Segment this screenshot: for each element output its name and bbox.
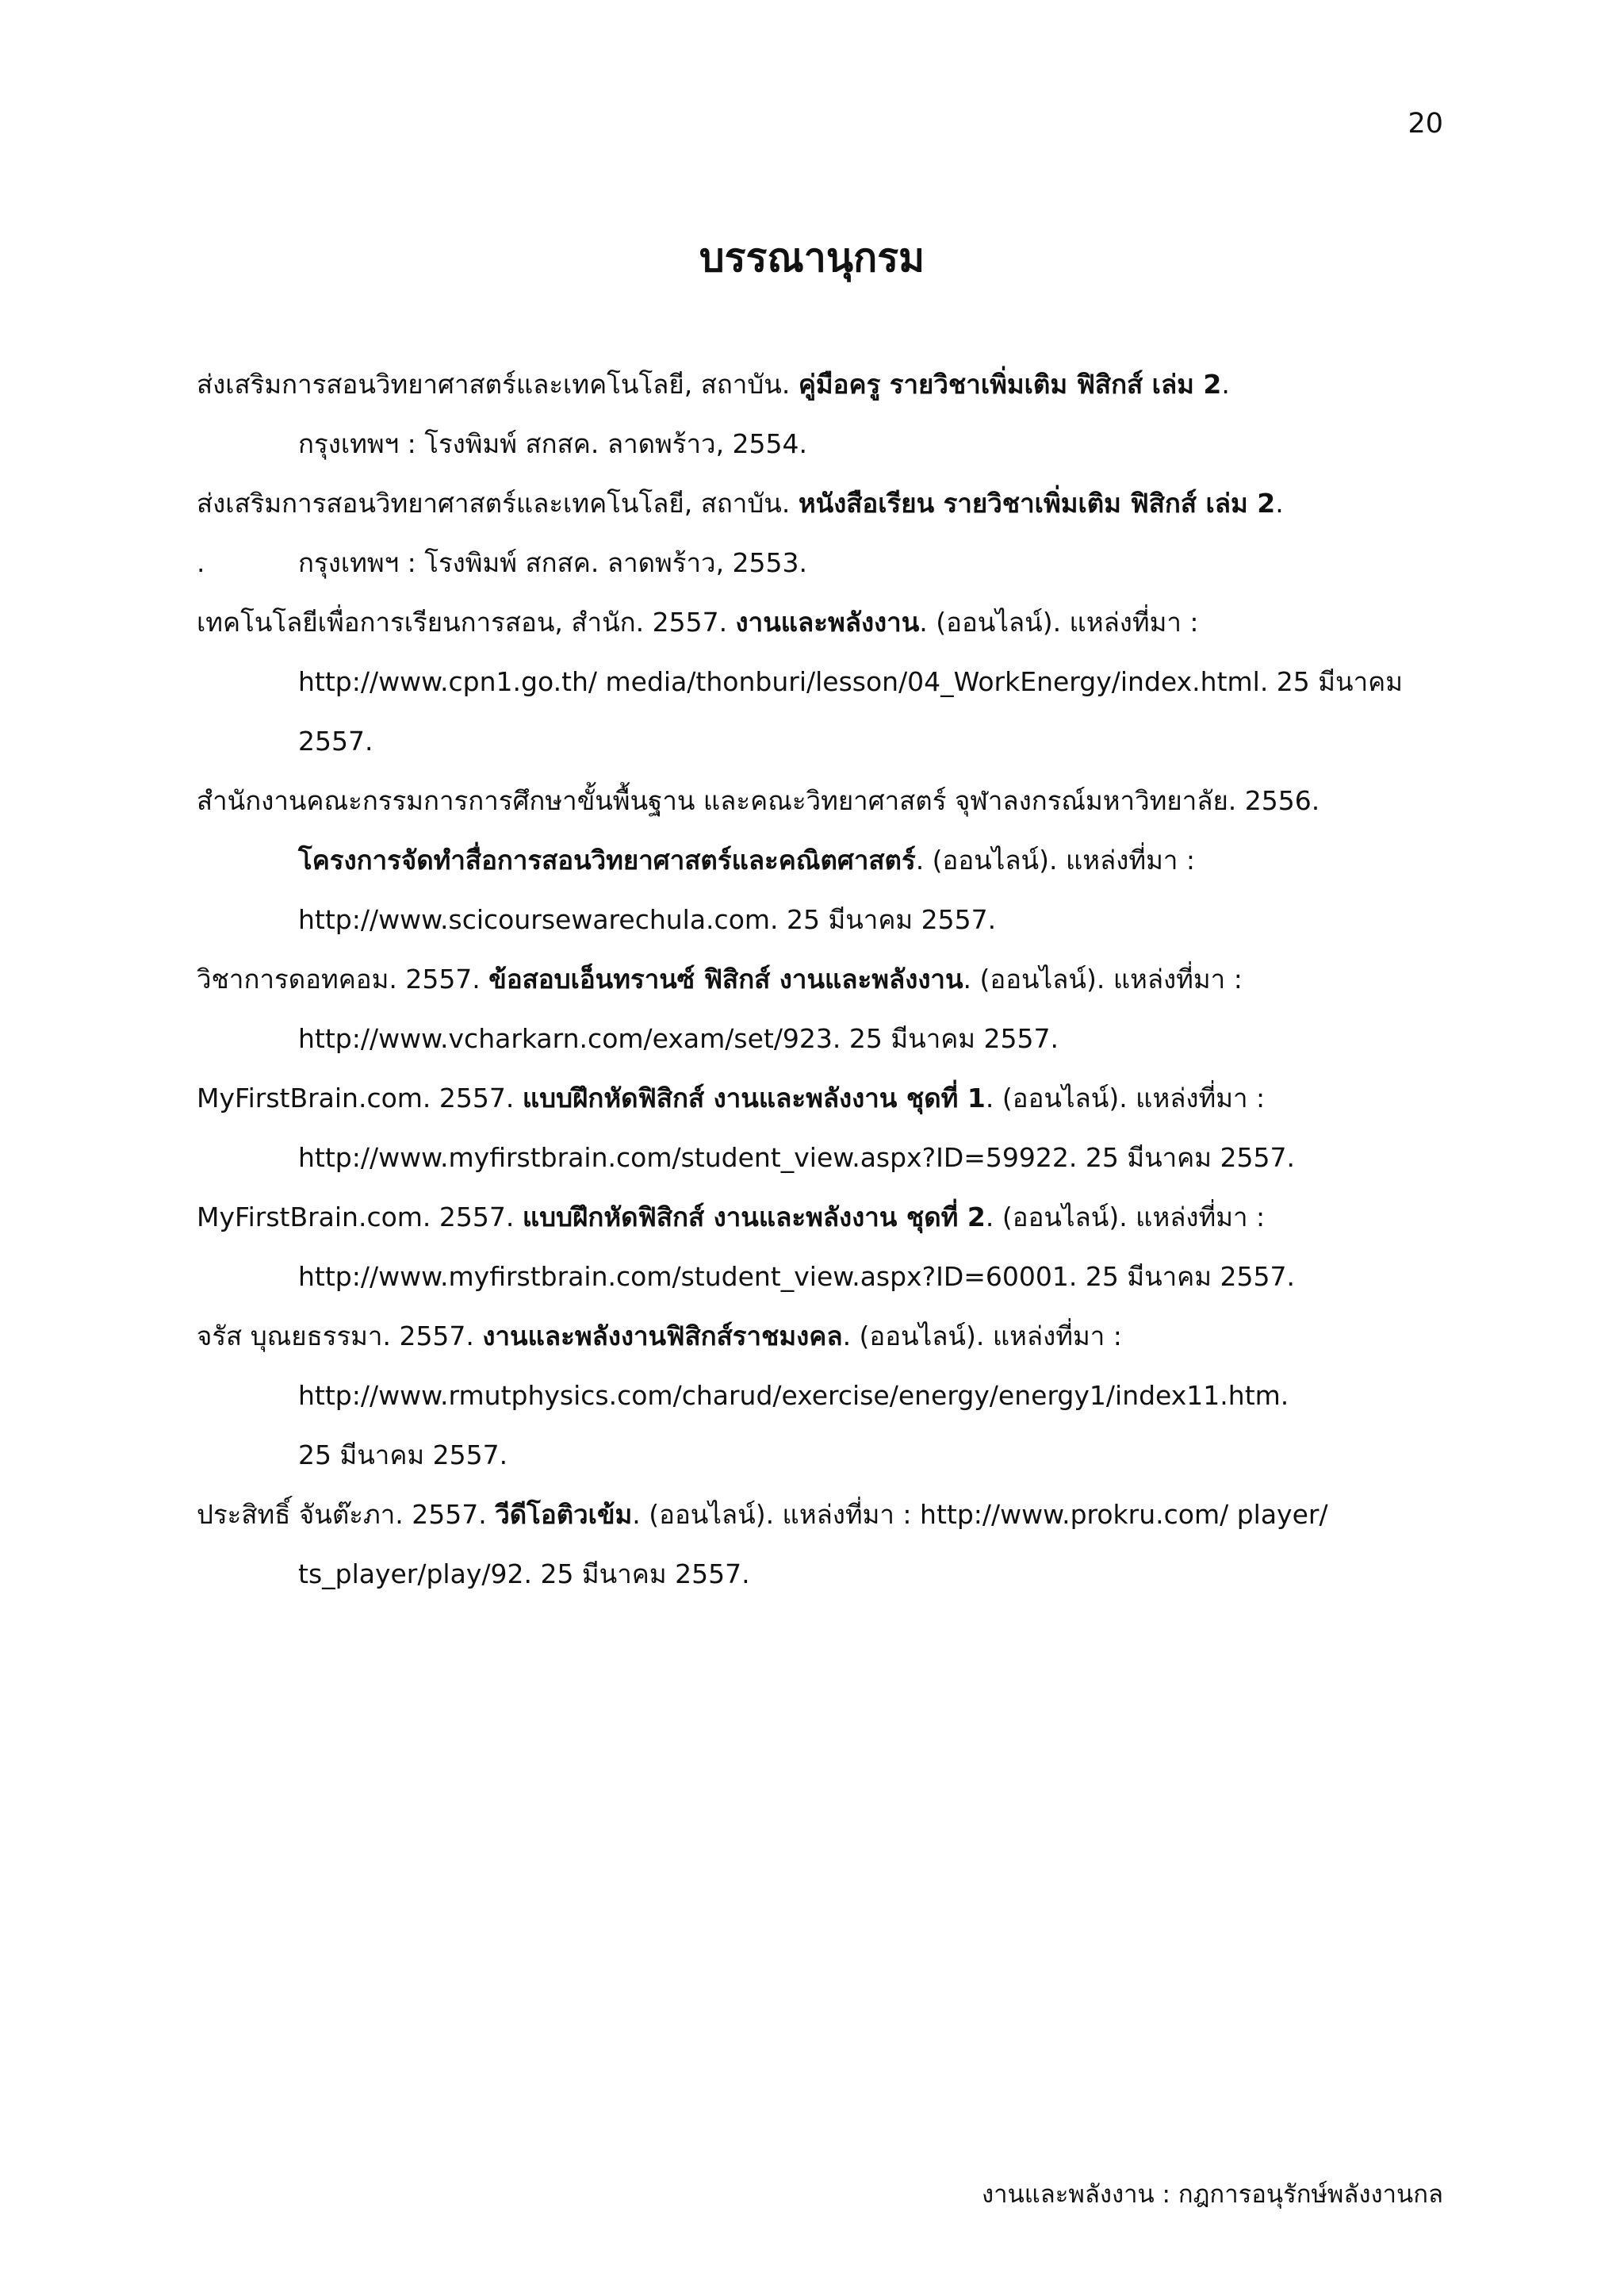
reference-6-line-2	[298, 1138, 1295, 1178]
reference-4-author: สำนักงานคณะกรรมการการศึกษาขั้นพื้นฐาน และคณะวิทยาศาสตร์ จุฬาลงกรณ์มหาวิทยาลัย. 2556.	[197, 785, 1320, 816]
reference-5-line-2	[298, 1019, 1059, 1059]
reference-6-author: MyFirstBrain.com. 2557.	[197, 1083, 523, 1114]
reference-6-url: http://www.myfirstbrain.com/student_view.aspx?ID=59922. 25 มีนาคม 2557.	[298, 1142, 1295, 1173]
reference-8-line-3	[298, 1435, 508, 1475]
reference-2-publisher: กรุงเทพฯ : โรงพิมพ์ สกสค. ลาดพร้าว, 2553.	[298, 547, 808, 578]
reference-2-line-2	[298, 543, 807, 583]
reference-3-line-1	[197, 603, 1199, 642]
reference-3-tail: . (ออนไลน์). แหล่งที่มา :	[919, 607, 1199, 638]
reference-1-title: คู่มือครู รายวิชาเพิ่มเติม ฟิสิกส์ เล่ม 2	[798, 369, 1222, 400]
reference-2-line-1	[197, 484, 1284, 523]
reference-9-line-2	[298, 1554, 750, 1594]
reference-5-author: วิชาการดอทคอม. 2557.	[197, 964, 489, 995]
reference-7-line-1	[197, 1198, 1265, 1237]
reference-6-tail: . (ออนไลน์). แหล่งที่มา :	[985, 1083, 1266, 1114]
reference-9-url: ts_player/play/92. 25 มีนาคม 2557.	[298, 1558, 750, 1589]
reference-4-line-1	[197, 781, 1320, 821]
reference-8-author: จรัส บุณยธรรมา. 2557.	[197, 1320, 483, 1351]
reference-1-tail: .	[1221, 369, 1230, 400]
reference-2-marker	[197, 543, 205, 583]
page-number: 20	[1408, 108, 1443, 140]
reference-5-title: ข้อสอบเอ็นทรานซ์ ฟิสิกส์ งานและพลังงาน	[488, 964, 963, 995]
reference-2-author: ส่งเสริมการสอนวิทยาศาสตร์และเทคโนโลยี, สถาบัน.	[197, 488, 799, 519]
reference-5-line-1	[197, 960, 1243, 999]
reference-8-url: http://www.rmutphysics.com/charud/exercise/energy/energy1/index11.htm.	[298, 1380, 1289, 1411]
reference-1-author: ส่งเสริมการสอนวิทยาศาสตร์และเทคโนโลยี, สถาบัน.	[197, 369, 799, 400]
reference-7-author: MyFirstBrain.com. 2557.	[197, 1202, 523, 1232]
reference-2-title: หนังสือเรียน รายวิชาเพิ่มเติม ฟิสิกส์ เล่ม 2	[798, 488, 1276, 519]
reference-2-tail: .	[1275, 488, 1284, 519]
page-footer: งานและพลังงาน : กฎการอนุรักษ์พลังงานกล	[982, 2180, 1443, 2209]
reference-7-title: แบบฝึกหัดฟิสิกส์ งานและพลังงาน ชุดที่ 2	[522, 1202, 986, 1232]
reference-4-line-3	[298, 900, 996, 940]
reference-9-tail: . (ออนไลน์). แหล่งที่มา : http://www.prokru.com/ player/	[632, 1499, 1328, 1530]
reference-6-line-1	[197, 1079, 1265, 1118]
reference-8-title: งานและพลังงานฟิสิกส์ราชมงคล	[482, 1320, 843, 1351]
reference-8-tail: . (ออนไลน์). แหล่งที่มา :	[842, 1320, 1122, 1351]
reference-8-line-1	[197, 1317, 1122, 1356]
reference-6-title: แบบฝึกหัดฟิสิกส์ งานและพลังงาน ชุดที่ 1	[522, 1083, 986, 1114]
reference-3-url: http://www.cpn1.go.th/ media/thonburi/lesson/04_WorkEnergy/index.html. 25 มีนาคม	[298, 666, 1403, 697]
reference-4-tail: . (ออนไลน์). แหล่งที่มา :	[915, 845, 1195, 876]
reference-9-author: ประสิทธิ์ จันต๊ะภา. 2557.	[197, 1499, 496, 1530]
reference-7-line-2	[298, 1257, 1295, 1297]
reference-1-publisher: กรุงเทพฯ : โรงพิมพ์ สกสค. ลาดพร้าว, 2554.	[298, 428, 808, 459]
reference-3-line-2	[298, 662, 1403, 702]
reference-4-line-2	[298, 841, 1195, 880]
reference-9-line-1	[197, 1495, 1328, 1535]
page-title: บรรณานุกรม	[699, 235, 925, 281]
reference-8-date: 25 มีนาคม 2557.	[298, 1439, 508, 1470]
reference-3-year: 2557.	[298, 726, 373, 757]
reference-1-line-2	[298, 424, 807, 464]
reference-7-url: http://www.myfirstbrain.com/student_view.aspx?ID=60001. 25 มีนาคม 2557.	[298, 1261, 1295, 1292]
reference-7-tail: . (ออนไลน์). แหล่งที่มา :	[985, 1202, 1266, 1232]
reference-3-title: งานและพลังงาน	[735, 607, 920, 638]
reference-9-title: วีดีโอติวเข้ม	[495, 1499, 633, 1530]
reference-3-author: เทคโนโลยีเพื่อการเรียนการสอน, สำนัก. 2557.	[197, 607, 736, 638]
reference-1-line-1	[197, 365, 1230, 404]
reference-4-title: โครงการจัดทำสื่อการสอนวิทยาศาสตร์และคณิตศาสตร์	[298, 845, 916, 876]
reference-5-tail: . (ออนไลน์). แหล่งที่มา :	[963, 964, 1243, 995]
reference-5-url: http://www.vcharkarn.com/exam/set/923. 25 มีนาคม 2557.	[298, 1023, 1059, 1054]
reference-3-line-3	[298, 722, 373, 761]
reference-4-url: http://www.scicoursewarechula.com. 25 มีนาคม 2557.	[298, 904, 997, 935]
reference-2-dot: .	[197, 547, 205, 578]
reference-8-line-2	[298, 1376, 1289, 1416]
